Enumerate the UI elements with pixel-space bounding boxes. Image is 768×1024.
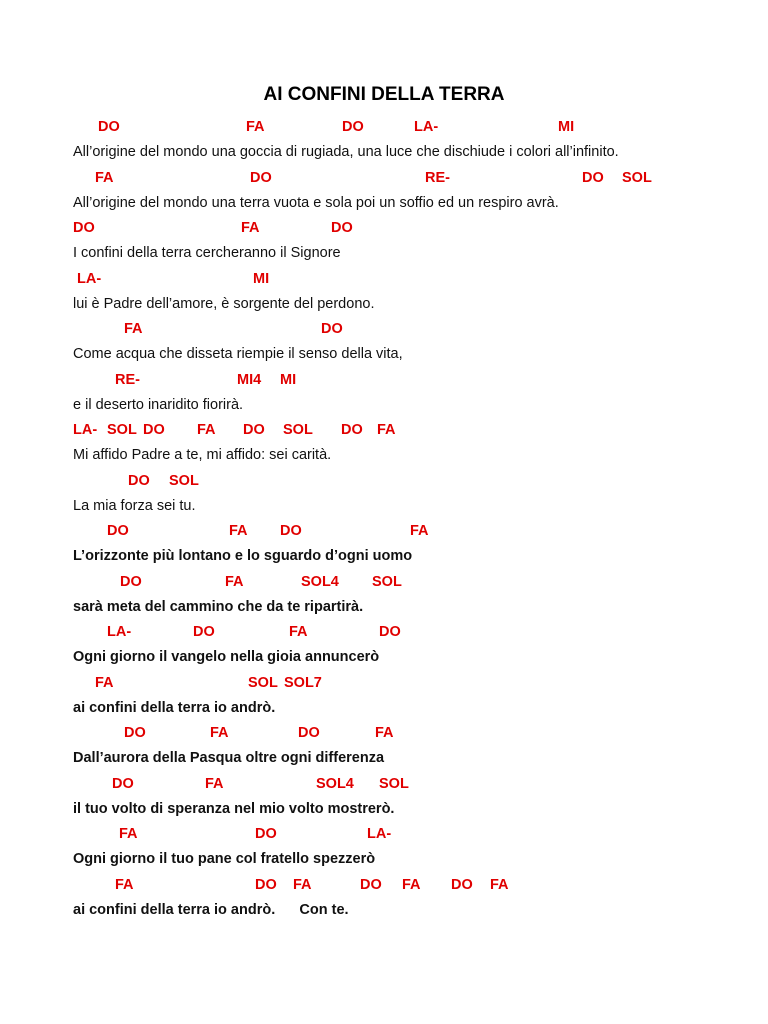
lyric-line: ai confini della terra io andrò. Con te. [73, 901, 349, 918]
chord: SOL [248, 674, 278, 691]
chord: DO [107, 523, 129, 539]
chord: SOL [622, 169, 652, 186]
lyric-line: All’origine del mondo una goccia di rugiada, una luce che dischiude i colori all’infinito. [73, 144, 619, 160]
lyric-row [0, 496, 768, 518]
lyric-line: Come acqua che disseta riempie il senso della vita, [73, 346, 403, 362]
chord-row [0, 723, 768, 745]
chord: FA [95, 169, 114, 186]
chord-row [0, 622, 768, 644]
lyric-row [0, 799, 768, 821]
lyric-line: Dall’aurora della Pasqua oltre ogni differenza [73, 750, 385, 766]
lyric-line: L’orizzonte più lontano e lo sguardo d’ogni uomo [73, 548, 413, 564]
chord: DO [112, 775, 134, 792]
lyric-line: il tuo volto di speranza nel mio volto mostrerò. [73, 800, 395, 817]
chord-row [0, 319, 768, 341]
lyric-line: I confini della terra cercheranno il Signore [73, 245, 341, 261]
lyric-row [0, 395, 768, 417]
lyric-line: All’origine del mondo una terra vuota e sola poi un soffio ed un respiro avrà. [73, 194, 559, 211]
chord-row [0, 521, 768, 543]
chord: DO [342, 119, 364, 135]
chord: MI [253, 270, 270, 287]
chord: DO [341, 422, 363, 438]
lyric-row [0, 142, 768, 164]
chord-row [0, 117, 768, 139]
chord: FA [124, 321, 143, 337]
chord: DO [360, 876, 382, 893]
lyric-line: sarà meta del cammino che da te ripartirà. [73, 598, 364, 615]
chord: FA [95, 674, 114, 691]
chord: DO [250, 169, 272, 186]
chord: DO [128, 472, 150, 489]
chord: FA [205, 775, 224, 792]
chord: DO [280, 523, 302, 539]
chord: DO [321, 321, 343, 337]
chord: LA- [73, 422, 98, 438]
lyric-line: e il deserto inaridito fiorirà. [73, 396, 244, 413]
lyric-line: ai confini della terra io andrò. [73, 699, 276, 716]
chord: MI [280, 371, 297, 388]
chord: DO [451, 876, 473, 893]
chord-row [0, 370, 768, 392]
lyric-row [0, 647, 768, 669]
lyric-row [0, 344, 768, 366]
lyric-row [0, 900, 768, 922]
chord: DO [331, 220, 353, 236]
song-title: AI CONFINI DELLA TERRA [263, 84, 505, 105]
chord: DO [379, 624, 401, 640]
lyric-row [0, 849, 768, 871]
chord: SOL [169, 472, 199, 489]
chord: RE- [425, 169, 450, 186]
chord: DO [298, 725, 320, 741]
lyric-line: Ogni giorno il vangelo nella gioia annuncerò [73, 649, 380, 665]
chord: FA [289, 624, 308, 640]
lyric-row [0, 546, 768, 568]
chord: DO [120, 573, 142, 590]
chord: RE- [115, 371, 140, 388]
chord-row [0, 471, 768, 493]
chord: LA- [414, 119, 439, 135]
lyric-row [0, 698, 768, 720]
lyric-row [0, 294, 768, 316]
chord-row [0, 572, 768, 594]
chord-row [0, 774, 768, 796]
chord: DO [73, 220, 95, 236]
lyric-row [0, 748, 768, 770]
lyric-line: La mia forza sei tu. [73, 497, 196, 514]
chord: SOL [379, 775, 409, 792]
lyric-line: Ogni giorno il tuo pane col fratello spezzerò [73, 851, 376, 867]
chord: FA [210, 725, 229, 741]
chord: MI4 [237, 371, 262, 388]
chord: DO [124, 725, 146, 741]
chord: FA [119, 826, 138, 842]
chord: FA [410, 523, 429, 539]
lyric-row [0, 243, 768, 265]
lyric-row [0, 597, 768, 619]
chord: DO [193, 624, 215, 640]
chord: FA [225, 573, 244, 590]
chord-row [0, 420, 768, 442]
chord: FA [293, 876, 312, 893]
chord: SOL [283, 422, 313, 438]
chord-row [0, 673, 768, 695]
chord: FA [246, 119, 265, 135]
lyric-row [0, 445, 768, 467]
chord-row [0, 875, 768, 897]
chord: SOL4 [316, 775, 354, 792]
chord: FA [375, 725, 394, 741]
chord: SOL [107, 422, 137, 438]
chord: FA [490, 876, 509, 893]
chord: FA [229, 523, 248, 539]
chord: LA- [367, 826, 392, 842]
chord: LA- [77, 270, 102, 287]
chord: DO [255, 876, 277, 893]
chord-row [0, 824, 768, 846]
chord-row [0, 168, 768, 190]
chord: FA [115, 876, 134, 893]
lyric-line: Mi affido Padre a te, mi affido: sei carità. [73, 447, 332, 463]
chord: MI [558, 119, 575, 135]
chord-row [0, 218, 768, 240]
lyric-line: lui è Padre dell’amore, è sorgente del perdono. [73, 295, 375, 312]
chord: FA [402, 876, 421, 893]
chord-row [0, 269, 768, 291]
chord: SOL7 [284, 674, 322, 691]
chord: DO [143, 422, 165, 438]
chord: FA [241, 220, 260, 236]
chord: DO [582, 169, 604, 186]
chord: SOL [372, 573, 402, 590]
chord: SOL4 [301, 573, 339, 590]
chord: FA [197, 422, 216, 438]
chord: DO [98, 119, 120, 135]
chord: LA- [107, 624, 132, 640]
chord: DO [243, 422, 265, 438]
chord: FA [377, 422, 396, 438]
lyric-row [0, 193, 768, 215]
chord: DO [255, 826, 277, 842]
